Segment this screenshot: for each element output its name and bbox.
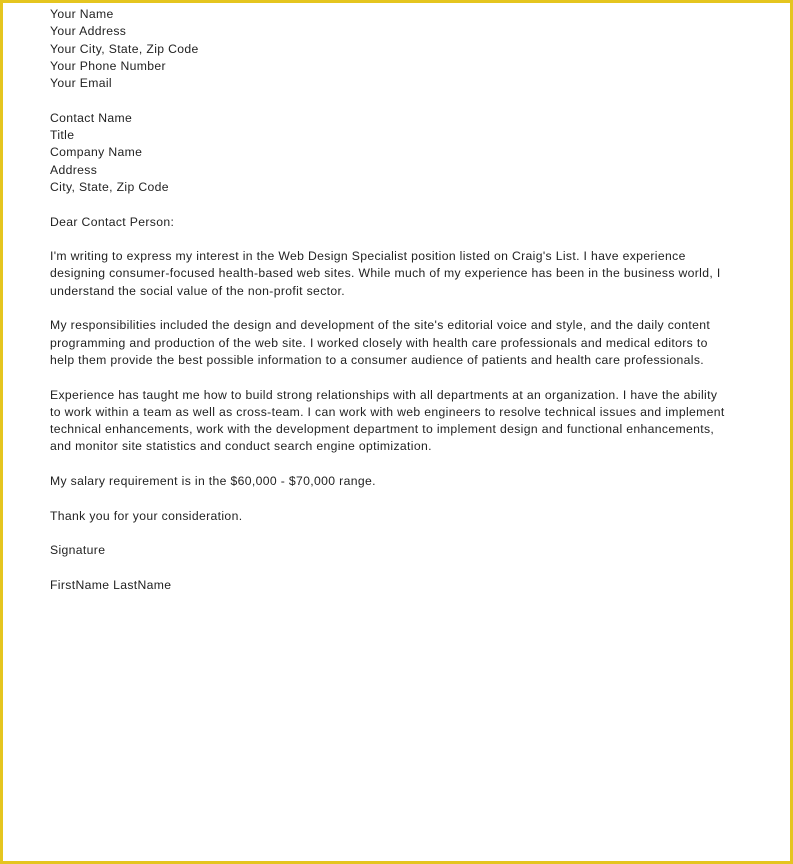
spacer	[50, 560, 750, 577]
paragraph-line: Experience has taught me how to build strong relationships with all departments at an organization. I have the ability	[50, 387, 718, 402]
recipient-company: Company Name	[50, 145, 143, 160]
spacer	[50, 196, 750, 213]
spacer	[50, 525, 750, 542]
paragraph-line: My responsibilities included the design and development of the site's editorial voice and style, and the daily content	[50, 318, 711, 333]
paragraph-responsibilities	[50, 317, 750, 369]
spacer	[50, 456, 750, 473]
paragraph-thanks	[50, 508, 750, 525]
recipient-address: Address	[50, 162, 98, 177]
signature-label: Signature	[50, 543, 106, 558]
spacer	[50, 490, 750, 507]
signer-name: FirstName LastName	[50, 577, 172, 592]
recipient-title: Title	[50, 128, 75, 143]
recipient-city-state-zip: City, State, Zip Code	[50, 179, 169, 194]
spacer	[50, 369, 750, 386]
paragraph-line: and monitor site statistics and conduct search engine optimization.	[50, 439, 432, 454]
sender-block	[50, 6, 750, 92]
salutation: Dear Contact Person:	[50, 214, 175, 229]
spacer	[50, 92, 750, 109]
paragraph-line: understand the social value of the non-profit sector.	[50, 283, 345, 298]
paragraph-line: to work within a team as well as cross-team. I can work with web engineers to resolve technical issues and implement	[50, 404, 725, 419]
paragraph-line: programming and production of the web site. I worked closely with health care professionals and medical editors to	[50, 335, 708, 350]
paragraph-experience	[50, 387, 750, 456]
recipient-block	[50, 110, 750, 196]
paragraph-interest	[50, 248, 750, 300]
cover-letter	[50, 6, 750, 594]
paragraph-line: help them provide the best possible information to a consumer audience of patients and health care professionals.	[50, 352, 705, 367]
paragraph-line: My salary requirement is in the $60,000 - $70,000 range.	[50, 474, 376, 489]
paragraph-line: designing consumer-focused health-based web sites. While much of my experience has been in the business world, I	[50, 266, 721, 281]
paragraph-salary	[50, 473, 750, 490]
paragraph-line: Thank you for your consideration.	[50, 508, 243, 523]
spacer	[50, 231, 750, 248]
sender-name: Your Name	[50, 7, 114, 21]
recipient-contact-name: Contact Name	[50, 110, 133, 125]
paragraph-line: technical enhancements, work with the development department to implement design and functional enhancements,	[50, 422, 715, 437]
paragraph-line: I'm writing to express my interest in the Web Design Specialist position listed on Craig's List. I have experience	[50, 249, 686, 264]
sender-address: Your Address	[50, 24, 127, 39]
spacer	[50, 300, 750, 317]
sender-city-state-zip: Your City, State, Zip Code	[50, 41, 199, 56]
sender-email: Your Email	[50, 76, 112, 91]
sender-phone: Your Phone Number	[50, 58, 166, 73]
